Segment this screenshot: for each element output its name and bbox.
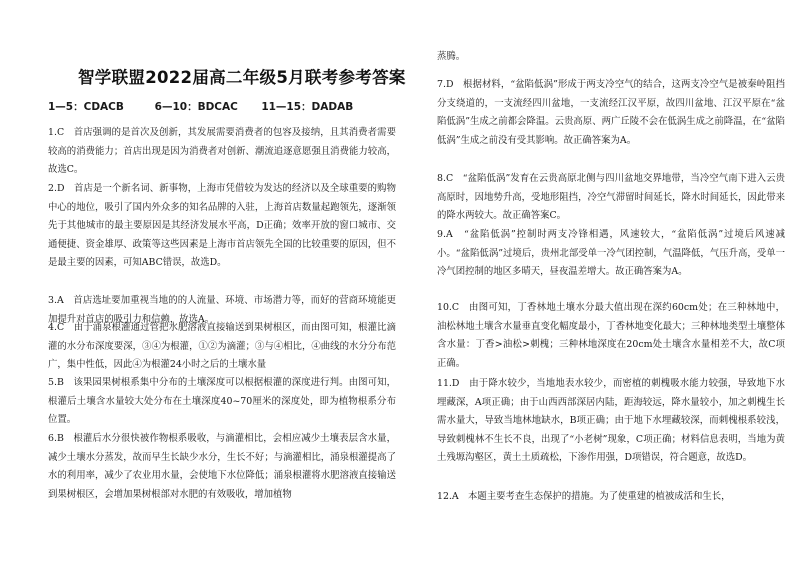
explanation-q8: 8.C “盆陷低涡”发育在云贵高原北侧与四川盆地交界地带，当冷空气南下进入云贵高原时，因地势升高，受地形阻挡，冷空气滞留时间延长，降水时间延长，因此带来的降水两较大。故正确答案C。 (437, 173, 785, 222)
answer-group-1: 1—5：CDACB (48, 101, 124, 113)
explanation-q4: 4.C 由于涌泉根灌通过管把水肥溶液直接输送到果树根区，而由图可知，根灌比滴灌的水分布深度要深，③④为根灌，①②为滴灌；③与④相比，④曲线的水分分布范广，集中性低，因此④为根灌24小时之后的土壤水量 (48, 322, 396, 371)
answer-key-row (48, 99, 396, 114)
explanation-q9: 9.A “盆陷低涡”控制时两支冷锋相遇，风速较大，“盆陷低涡”过境后风速减小。“盆陷低涡”过境后，贵州北部受单一冷气团控制，气温降低，气压升高，受单一冷气团控制的地区多晴天，昼夜温差增大。故正确答案为A。 (437, 229, 785, 278)
page-title: 智学联盟2022届高二年级5月联考参考答案 (78, 68, 406, 87)
explanation-q2: 2.D 首店是一个新名词、新事物，上海市凭借较为发达的经济以及全球重要的购物中心的地位，吸引了国内外众多的知名品牌的入驻，上海首店数量起跑领先，逐渐领先于其他城市的最主要原因是其经济发展水平高，D正确；效率开放的窗口城市、交通便捷、资金雄厚、政策等这些因素是上海市首店领先全国的比较重要的原因，但不是最主要的因素，可知ABC错误，故选D。 (48, 183, 396, 269)
explanation-q10: 10.C 由图可知，丁香林地土壤水分最大值出现在深约60cm处；在三种林地中，油松林地土壤含水量垂直变化幅度最小，丁香林地变化最大；三种林地类型土壤整体含水量：丁香>油松>刺槐；三种林地深度在20cm处土壤含水量相差不大，故C项正确。 (437, 302, 785, 369)
explanation-q3: 3.A 首店选址要加重视当地的的人流量、环境、市场潜力等，而好的营商环境能更加提升对首店的吸引力和信赖，故选A。 (48, 295, 396, 325)
explanation-q12: 12.A 本题主要考查生态保护的措施。为了使重建的植被成活和生长， (437, 491, 731, 502)
explanation-q11: 11.D 由于降水较少，当地地表水较少，而密植的刺槐吸水能力较强，导致地下水埋藏深，A项正确；由于山西西部深居内陆，距海较远，降水量较小，加之刺槐生长需水量大，导致当地林地缺水，B项正确；由于地下水埋藏较深，而刺槐根系较浅，导致刺槐林不生长不良，出现了“小老树”现象，C项正确；材料信息表明，当地为黄土残塬沟壑区，黄土土质疏松，下渗作用强，D项错误，符合题意，故选D。 (437, 378, 785, 464)
explanation-q6-cont: 蒸腾。 (437, 51, 466, 62)
left-column (48, 0, 406, 561)
explanation-q5: 5.B 该果园果树根系集中分布的土壤深度可以根据根灌的深度进行判。由图可知，根灌后土壤含水量较大处分布在土壤深度40~70厘米的深度处，即为植物根系分布位置。 (48, 377, 396, 426)
answer-group-2: 6—10：BDCAC (154, 101, 238, 113)
explanation-q6: 6.B 根灌后水分很快被作物根系吸收，与滴灌相比，会相应减少土壤表层含水量，减少土壤水分蒸发，故而早生长缺少水分，生长不好；与滴灌相比，涌泉根灌提高了水的利用率，减少了农业用水量，会使地下水位降低；涌泉根灌将水肥溶液直接输送到果树根区，会增加果树根部对水肥的有效吸收，增加植物 (48, 433, 396, 500)
right-column (437, 0, 785, 561)
answer-group-3: 11—15：DADAB (261, 101, 354, 113)
explanation-q1: 1.C 首店强调的是首次及创新，其发展需要消费者的包容及接纳，且其消费者需要较高的消费能力；首店出现是因为消费者对创新、潮流追逐意愿强且消费能力较高，故选C。 (48, 127, 396, 176)
explanation-q7: 7.D 根据材料，“盆陷低涡”形成于两支冷空气的结合，这两支冷空气是被秦岭阻挡分支绕道的，一支流经四川盆地，一支流经江汉平原，故四川盆地、江汉平原在“盆陷低涡”生成之前都会降温。云贵高原、两广丘陵不会在低涡生成之前降温，在“盆陷低涡”生成之前没有受其影响。故正确答案为A。 (437, 79, 785, 146)
